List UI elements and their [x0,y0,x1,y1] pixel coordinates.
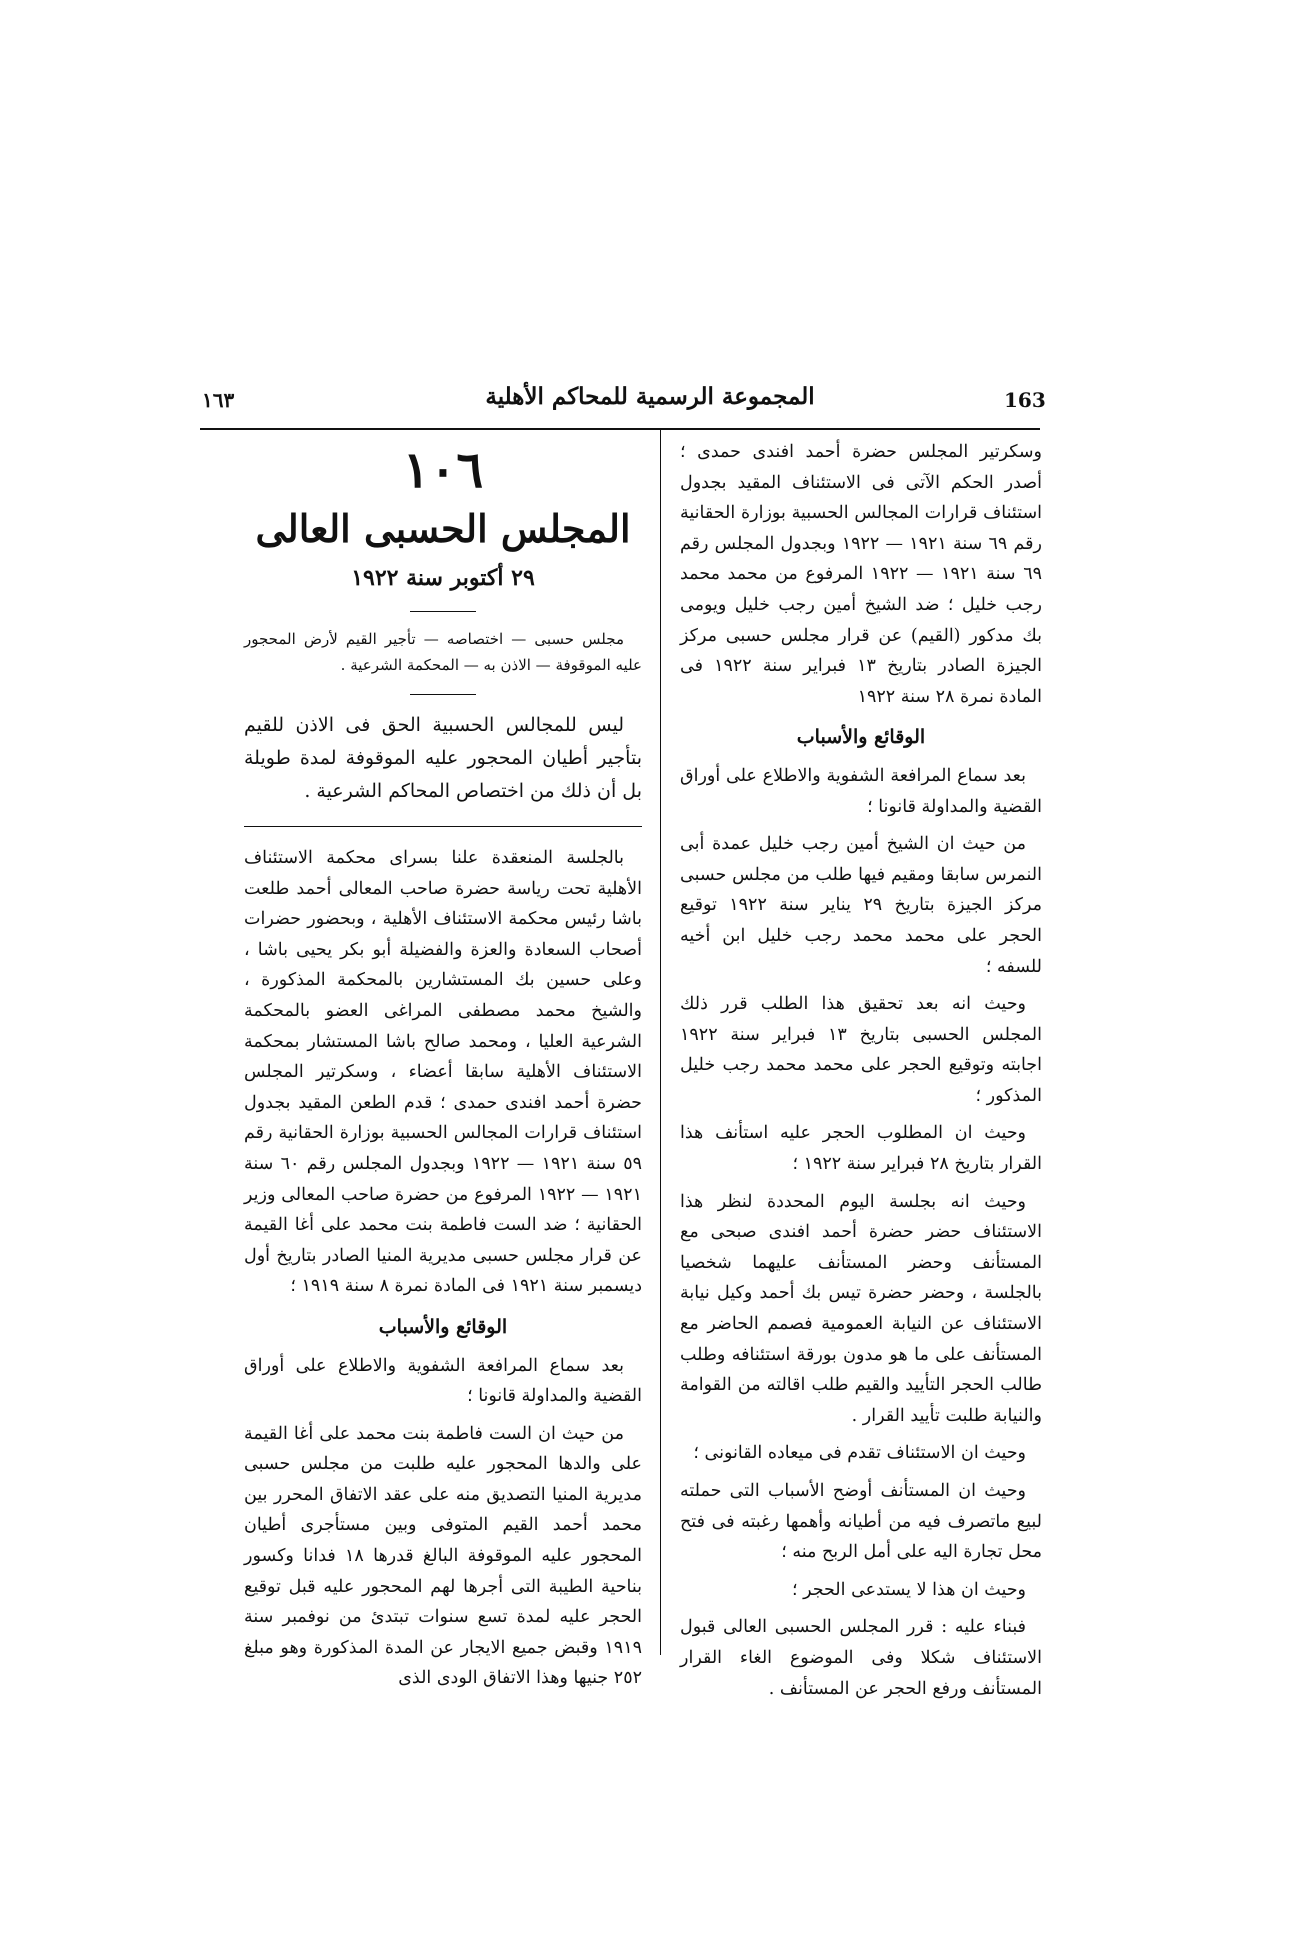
case-date: ٢٩ أكتوبر سنة ١٩٢٢ [351,565,535,591]
case-number: ١٠٦ [402,440,484,499]
page-number-arabic: ١٦٣ [202,388,235,412]
header-rule [200,428,1040,430]
court-name: المجلس الحسبى العالى [255,506,631,551]
facts-paragraph: وحيث ان المطلوب الحجر عليه استأنف هذا القرار بتاريخ ٢٨ فبراير سنة ١٩٢٢ ؛ [680,1123,1042,1175]
facts-paragraph: بعد سماع المرافعة الشفوية والاطلاع على أوراق القضية والمداولة قانونا ؛ [680,765,1042,817]
facts-paragraph: وحيث انه بعد تحقيق هذا الطلب قرر ذلك المجلس الحسبى بتاريخ ١٣ فبراير سنة ١٩٢٢ اجابته وتوقيع الحجر على محمد محمد رجب خليل المذكور ؛ [680,994,1042,1106]
page-number-latin: 163 [1004,388,1046,412]
facts-paragraph: وحيث ان المستأنف أوضح الأسباب التى حملته لبيع ماتصرف فيه من أطيانه وأهمها رغبته فى فتح محل تجارة اليه على أمل الربح منه ؛ [680,1481,1042,1563]
left-column [244,437,642,1701]
facts-paragraph: من حيث ان الست فاطمة بنت محمد على أغا القيمة على والدها المحجور عليه طلبت من مجلس حسبى مديرية المنيا التصديق منه على عقد الاتفاق المحرر بين محمد أحمد القيم المتوفى وبين مستأجرى أطيان المحجور عليه الموقوفة البالغ قدرها ١٨ فدانا وكسور بناحية الطيبة التى أجرها لهم المحجور عليه قبل توقيع الحجر عليه لمدة تسع سنوات تبتدئ من نوفمبر سنة ١٩١٩ وقبض جميع الايجار عن المدة المذكورة وهو مبلغ ٢٥٢ جنيها وهذا الاتفاق الودى الذى [244,1423,642,1689]
case-holding: ليس للمجالس الحسبية الحق فى الاذن للقيم بتأجير أطيان المحجور عليه الموقوفة لمدة طويلة بل أن ذلك من اختصاص المحاكم الشرعية . [244,714,642,802]
session-paragraph: بالجلسة المنعقدة علنا بسراى محكمة الاستئناف الأهلية تحت رياسة حضرة صاحب المعالى أحمد طلعت باشا رئيس محكمة الاستئناف الأهلية ، وبحضور حضرات أصحاب السعادة والعزة والفضيلة أبو بكر يحيى باشا ، وعلى حسين بك المستشارين بالمحكمة المذكورة ، والشيخ محمد مصطفى المراغى العضو بالمحكمة الشرعية العليا ، ومحمد صالح باشا المستشار بمحكمة الاستئناف الأهلية سابقا أعضاء ، وسكرتير المجلس حضرة أحمد افندى حمدى ؛ قدم الطعن المقيد بجدول استئناف قرارات المجالس الحسبية بوزارة الحقانية رقم ٥٩ سنة ١٩٢١ — ١٩٢٢ وبجدول المجلس رقم ٦٠ سنة ١٩٢١ — ١٩٢٢ المرفوع من حضرة صاحب المعالى وزير الحقانية ؛ ضد الست فاطمة بنت محمد على أغا القيمة عن قرار مجلس حسبى مديرية المنيا الصادر بتاريخ أول ديسمبر سنة ١٩٢١ فى المادة نمرة ٨ سنة ١٩١٩ ؛ [244,848,643,1297]
facts-paragraph: بعد سماع المرافعة الشفوية والاطلاع على أوراق القضية والمداولة قانونا ؛ [244,1355,642,1407]
decision-paragraph: فبناء عليه : قرر المجلس الحسبى العالى قبول الاستئناف شكلا وفى الموضوع الغاء القرار المستأنف ورفع الحجر عن المستأنف . [680,1617,1042,1699]
case-keywords: مجلس حسبى — اختصاصه — تأجير القيم لأرض المحجور عليه الموقوفة — الاذن به — المحكمة الشرعية . [244,630,642,674]
running-title: المجموعة الرسمية للمحاكم الأهلية [485,383,815,410]
facts-heading: الوقائع والأسباب [796,726,926,749]
section-rule [244,826,642,827]
short-rule [410,611,476,612]
column-divider [660,430,661,1655]
facts-paragraph: وحيث ان هذا لا يستدعى الحجر ؛ [791,1579,1026,1600]
facts-paragraph: وحيث ان الاستئناف تقدم فى ميعاده القانونى ؛ [693,1443,1026,1464]
facts-paragraph: وحيث انه بجلسة اليوم المحددة لنظر هذا الاستئناف حضر حضرة أحمد افندى صبحى مع المستأنف وحضر المستأنف عليهما شخصيا بالجلسة ، وحضر حضرة تيس بك أحمد وكيل نيابة الاستئناف عن النيابة العمومية فصمم الحاضر مع المستأنف على ما هو مدون بورقة استئنافه وطلب طالب الحجر التأييد والقيم طلب اقالته من القوامة والنيابة طلبت تأييد القرار . [680,1191,1042,1426]
facts-heading: الوقائع والأسباب [378,1315,508,1338]
opening-paragraph: وسكرتير المجلس حضرة أحمد افندى حمدى ؛ أصدر الحكم الآتى فى الاستئناف المقيد بجدول استئناف قرارات المجالس الحسبية بوزارة الحقانية رقم ٦٩ سنة ١٩٢١ — ١٩٢٢ وبجدول المجلس رقم ٦٩ سنة ١٩٢١ — ١٩٢٢ المرفوع من محمد محمد رجب خليل ؛ ضد الشيخ أمين رجب خليل ويومى بك مدكور (القيم) عن قرار مجلس حسبى مركز الجيزة الصادر بتاريخ ١٣ فبراير سنة ١٩٢٢ فى المادة نمرة ٢٨ سنة ١٩٢٢ [680,442,1042,707]
short-rule [410,694,476,695]
facts-paragraph: من حيث ان الشيخ أمين رجب خليل عمدة أبى النمرس سابقا ومقيم فيها طلب من مجلس حسبى مركز الجيزة بتاريخ ٢٩ يناير سنة ١٩٢٢ توقيع الحجر على محمد محمد رجب خليل ابن أخيه للسفه ؛ [680,834,1042,977]
right-column [680,437,1042,1711]
